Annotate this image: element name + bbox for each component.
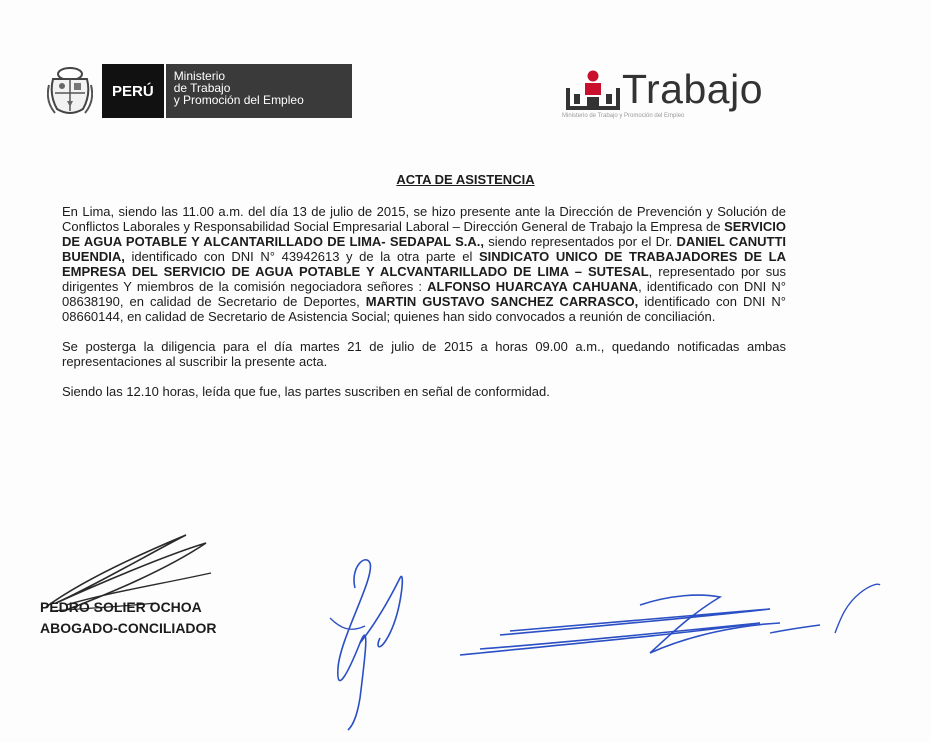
document-body: [62, 204, 786, 399]
paragraph-postponement: Se posterga la diligencia para el día martes 21 de julio de 2015 a horas 09.00 a.m., quedando notificadas ambas representaciones al suscribir la presente acta.: [62, 339, 786, 369]
paragraph-segment: , identificado con DNI N° 08638190, en calidad de Secretario de Deportes,: [62, 279, 787, 309]
paragraph-segment: En Lima, siendo las 11.00 a.m. del día 13 de julio de 2015, se hizo presente ante la Dirección de Prevención y Solución de Conflictos Laborales y Responsabilidad Social Empresarial Laboral – Dirección General de Trabajo la Empresa de: [62, 204, 786, 234]
peru-label: PERÚ: [102, 64, 166, 118]
paragraph-bold-segment: DANIEL CANUTTI BUENDIA,: [62, 234, 786, 264]
document-title: [0, 172, 931, 187]
peru-coat-of-arms-icon: [44, 64, 96, 118]
trabajo-logo-subtitle: Ministerio de Trabajo y Promoción del Empleo: [562, 113, 685, 119]
signature-block: [40, 597, 217, 639]
paragraph-bold-segment: MARTIN GUSTAVO SANCHEZ CARRASCO,: [365, 294, 639, 309]
signer-name: PEDRO SOLIER OCHOA: [40, 599, 202, 615]
paragraph-segment: siendo representados por el Dr.: [483, 234, 677, 249]
trabajo-people-icon: [566, 70, 620, 110]
paragraph-segment: identificado con DNI N° 08660144, en calidad de Secretario de Asistencia Social; quienes han sido convocados a reunión de conciliación.: [62, 294, 786, 324]
paragraph-segment: , representado por sus dirigentes Y miembros de la comisión negociadora señores :: [62, 264, 786, 294]
trabajo-logo: [560, 60, 780, 130]
signer-role: ABOGADO-CONCILIADOR: [40, 620, 217, 636]
employer-representative-signature: [320, 548, 430, 733]
paragraph-attendance: [62, 204, 786, 324]
union-representative-signature: [440, 575, 890, 675]
ministry-name: [166, 64, 352, 118]
paragraph-bold-segment: ALFONSO HUARCAYA CAHUANA: [427, 279, 639, 294]
ministry-line-3: y Promoción del Empleo: [173, 93, 304, 107]
paragraph-bold-segment: SINDICATO UNICO DE TRABAJADORES DE LA EMPRESA DEL SERVICIO DE AGUA POTABLE Y ALCVANTARILLADO DE LIMA – SUTESAL: [62, 249, 786, 279]
paragraph-bold-segment: SERVICIO DE AGUA POTABLE Y ALCANTARILLADO DE LIMA- SEDAPAL S.A.,: [62, 219, 786, 249]
paragraph-closing: Siendo las 12.10 horas, leída que fue, las partes suscriben en señal de conformidad.: [62, 384, 550, 399]
ministry-line-2: de Trabajo: [173, 81, 231, 95]
ministry-logo: [44, 64, 352, 118]
trabajo-logo-text: Trabajo: [622, 66, 763, 112]
document-title-text: ACTA DE ASISTENCIA: [396, 172, 535, 187]
paragraph-segment: identificado con DNI N° 43942613 y de la otra parte el: [124, 249, 479, 264]
ministry-line-1: Ministerio: [173, 69, 226, 83]
